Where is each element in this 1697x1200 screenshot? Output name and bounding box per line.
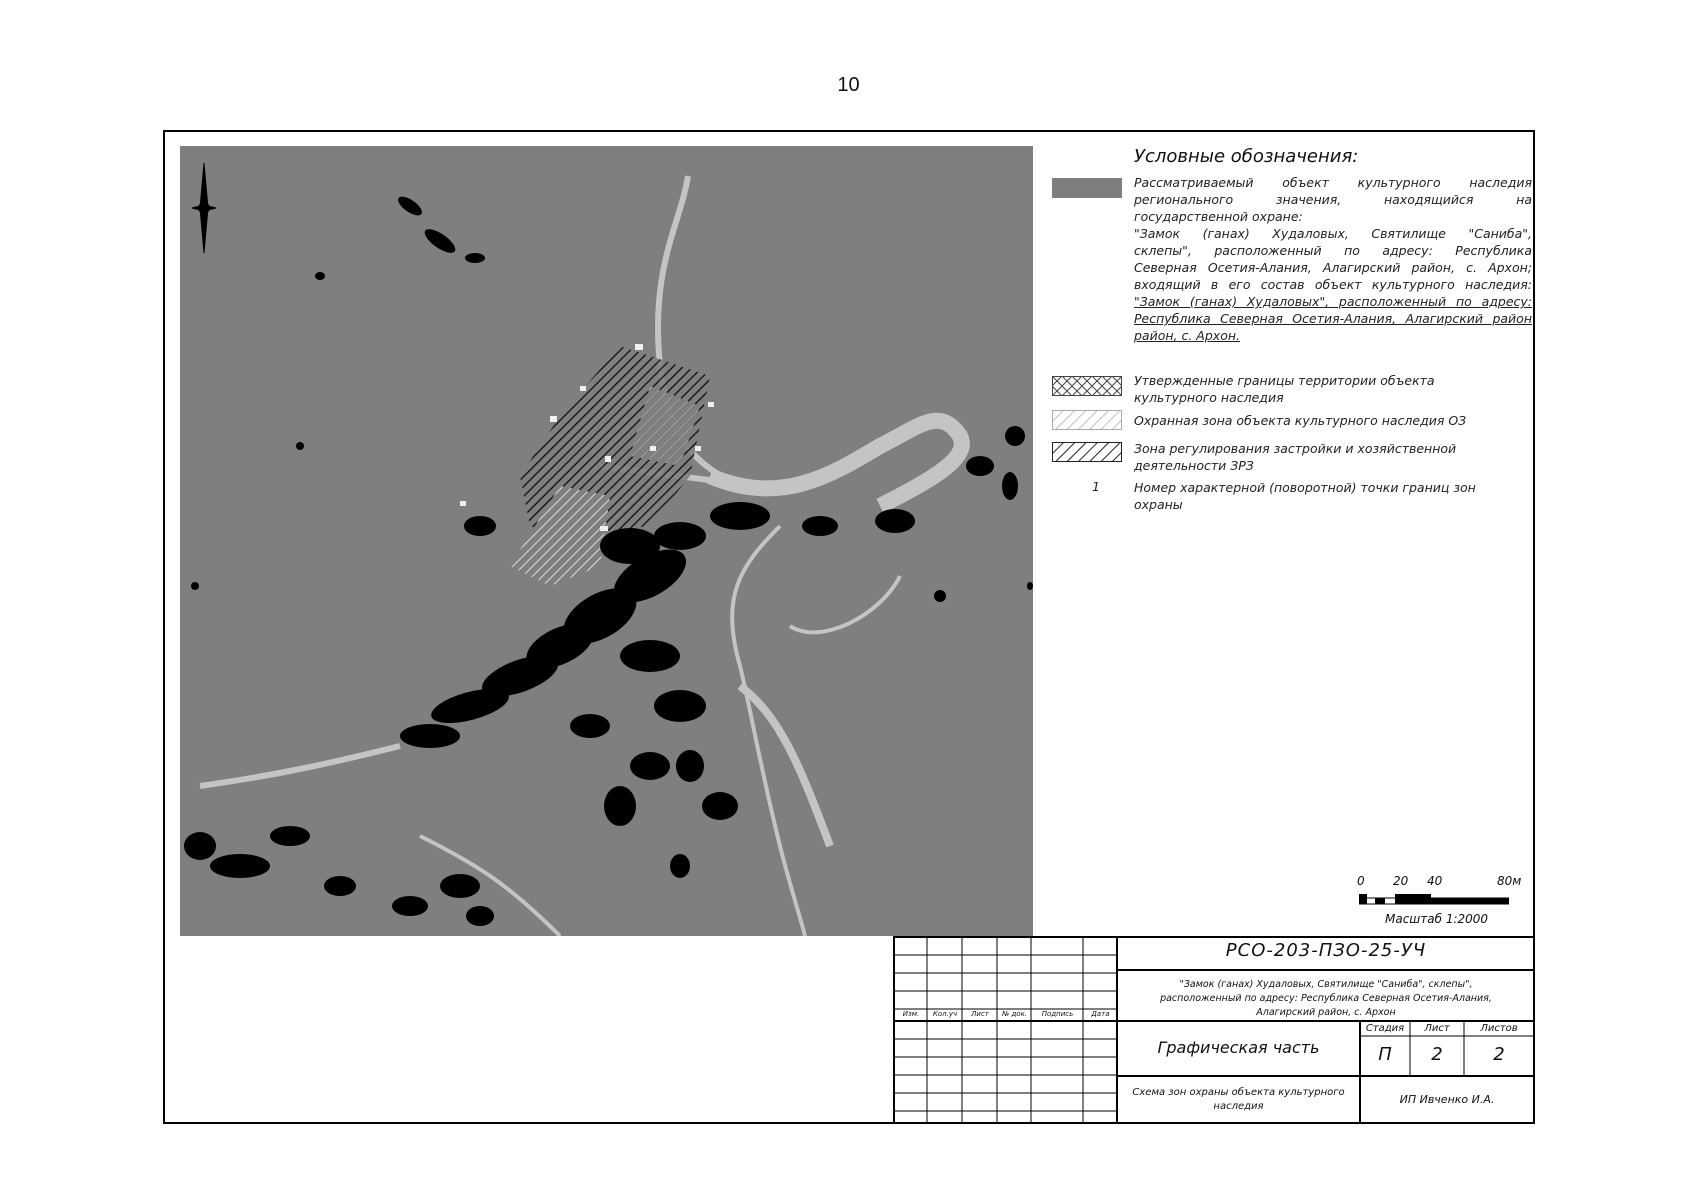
stage-header: Стадия xyxy=(1365,1023,1405,1034)
aerial-map xyxy=(180,146,1033,936)
legend-line: район, с. Архон. xyxy=(1134,328,1240,343)
section-title: Графическая часть xyxy=(1157,1038,1320,1057)
drawing-name-line: Схема зон охраны объекта культурного xyxy=(1132,1087,1345,1098)
scale-graphic xyxy=(1359,892,1509,908)
legend-line: Номер характерной (поворотной) точки границ зон xyxy=(1134,480,1476,495)
legend-item-zrz xyxy=(1134,440,1532,474)
sheets-value: 2 xyxy=(1493,1044,1505,1065)
stamp-header-izm: Изм. xyxy=(902,1010,920,1018)
legend-line: охраны xyxy=(1134,497,1183,512)
stamp-header-doc: № док. xyxy=(1001,1010,1028,1018)
sheet-value: 2 xyxy=(1431,1044,1443,1065)
legend-line: деятельности ЗРЗ xyxy=(1134,458,1254,473)
drawing-name-line: наследия xyxy=(1213,1101,1264,1112)
legend-item-territory xyxy=(1134,372,1532,406)
stage-value: П xyxy=(1378,1044,1392,1065)
legend-line: Зона регулирования застройки и хозяйственной xyxy=(1134,441,1457,456)
legend-symbol-territory xyxy=(1052,376,1122,396)
object-line: "Замок (ганах) Худаловых, Святилище "Санибa", склепы", xyxy=(1179,979,1473,990)
stamp-header-list: Лист xyxy=(971,1010,989,1018)
legend-line: Республика Северная Осетия-Алания, Алагирский район xyxy=(1134,311,1532,326)
sheet-header: Лист xyxy=(1424,1023,1450,1034)
legend-symbol-zrz xyxy=(1052,442,1122,462)
document-code: РСО-203-ПЗО-25-УЧ xyxy=(1225,940,1427,961)
legend-line: Рассматриваемый объект культурного наследия xyxy=(1134,175,1532,190)
page-number: 10 xyxy=(837,74,860,96)
legend-line: государственной охране: xyxy=(1134,209,1303,224)
object-line: Алагирский район, с. Архон xyxy=(1256,1007,1396,1018)
scale-label: Масштаб 1:2000 xyxy=(1385,912,1489,926)
object-description xyxy=(1117,978,1535,1020)
map-view[interactable] xyxy=(180,146,1033,936)
scale-tick: 20 xyxy=(1393,874,1409,888)
legend-line: Северная Осетия-Алания, Алагирский район, с. Архон; xyxy=(1134,260,1532,275)
legend-item-object xyxy=(1134,174,1532,344)
stamp-header-date: Дата xyxy=(1091,1010,1110,1018)
legend-line: "Замок (ганах) Худаловых", расположенный по адресу: xyxy=(1134,294,1532,309)
object-line: расположенный по адресу: Республика Северная Осетия-Алания, xyxy=(1160,993,1492,1004)
legend-item-oz xyxy=(1134,412,1532,429)
stamp-header-sign: Подпись xyxy=(1041,1010,1074,1018)
legend-symbol-object xyxy=(1052,178,1122,198)
legend-item-point xyxy=(1134,479,1532,513)
drawing-name xyxy=(1117,1086,1360,1114)
legend-symbol-point: 1 xyxy=(1092,479,1100,494)
scale-tick: 0 xyxy=(1357,874,1365,888)
legend-line: Утвержденные границы территории объекта xyxy=(1134,373,1435,388)
legend-line: Охранная зона объекта культурного наследия ОЗ xyxy=(1134,413,1467,428)
legend-symbol-oz xyxy=(1052,410,1122,430)
stamp-header-kol: Кол.уч xyxy=(932,1010,958,1018)
scale-tick: 80м xyxy=(1497,874,1522,888)
scale-bar xyxy=(1357,874,1527,934)
legend-title: Условные обозначения: xyxy=(1134,146,1359,167)
title-block xyxy=(893,936,1535,1124)
scale-tick: 40 xyxy=(1427,874,1443,888)
legend-line: культурного наследия xyxy=(1134,390,1284,405)
legend-line: регионального значения, находящийся на xyxy=(1134,192,1532,207)
legend-line: "Замок (ганах) Худаловых, Святилище "Санибa", xyxy=(1134,226,1532,241)
legend-line: склепы", расположенный по адресу: Республика xyxy=(1134,243,1532,258)
sheets-header: Листов xyxy=(1480,1023,1518,1034)
legend-line: входящий в его состав объект культурного наследия: xyxy=(1134,277,1532,292)
organization: ИП Ивченко И.А. xyxy=(1399,1093,1495,1106)
